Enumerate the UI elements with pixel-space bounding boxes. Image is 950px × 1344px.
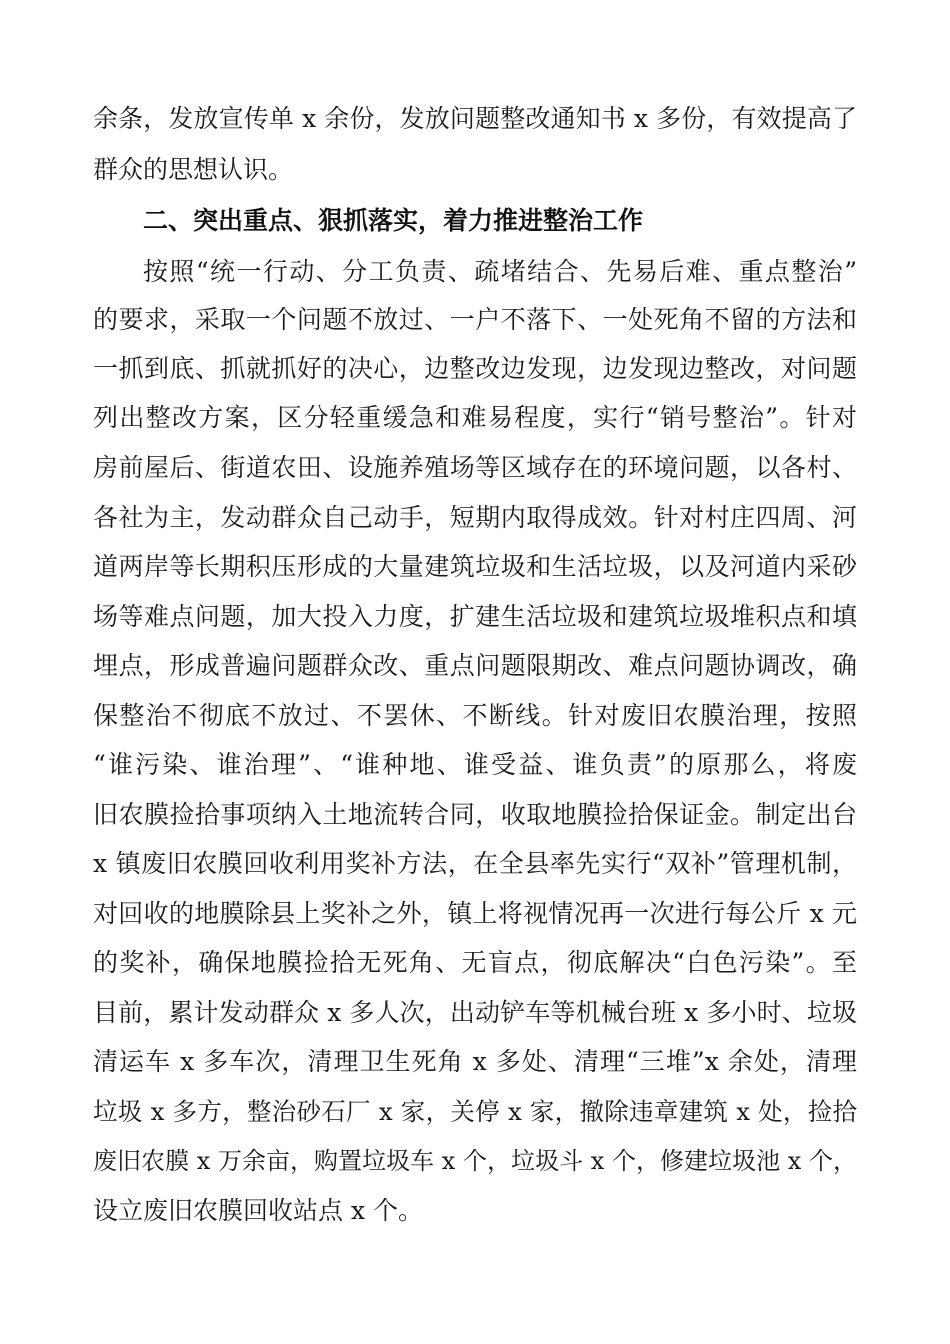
paragraph-line: 目前，累计发动群众 x 多人次，出动铲车等机械台班 x 多小时、垃圾 (93, 998, 857, 1027)
paragraph-line: 按照“统一行动、分工负责、疏堵结合、先易后难、重点整治” (143, 257, 857, 286)
paragraph-line: 清运车 x 多车次，清理卫生死角 x 多处、清理“三堆”x 余处，清理 (93, 1047, 857, 1076)
paragraph-line: “谁污染、谁治理”、“谁种地、谁受益、谁负责”的原那么，将废 (93, 750, 857, 779)
paragraph-line: 废旧农膜 x 万余亩，购置垃圾车 x 个，垃圾斗 x 个，修建垃圾池 x 个， (93, 1147, 857, 1175)
paragraph-line: 各社为主，发动群众自己动手，短期内取得成效。针对村庄四周、河 (93, 503, 857, 532)
paragraph-line: 的奖补，确保地膜捡拾无死角、无盲点，彻底解决“白色污染”。至 (93, 948, 857, 977)
intro-line: 余条，发放宣传单 x 余份，发放问题整改通知书 x 多份，有效提高了 (93, 104, 857, 133)
paragraph-line: 保整治不彻底不放过、不罢休、不断线。针对废旧农膜治理，按照 (93, 701, 857, 730)
paragraph-line: 道两岸等长期积压形成的大量建筑垃圾和生活垃圾，以及河道内采砂 (93, 552, 857, 581)
section-heading: 二、突出重点、狠抓落实，着力推进整治工作 (143, 206, 644, 235)
paragraph-line: x 镇废旧农膜回收利用奖补方法，在全县率先实行“双补”管理机制， (93, 849, 857, 878)
paragraph-line: 垃圾 x 多方，整治砂石厂 x 家，关停 x 家，撤除违章建筑 x 处，捡拾 (93, 1097, 857, 1126)
paragraph-line: 一抓到底、抓就抓好的决心，边整改边发现，边发现边整改，对问题 (93, 354, 857, 383)
paragraph-line: 旧农膜捡拾事项纳入土地流转合同，收取地膜捡拾保证金。制定出台 (93, 800, 857, 829)
paragraph-line: 列出整改方案，区分轻重缓急和难易程度，实行“销号整治”。针对 (93, 403, 857, 432)
paragraph-line: 设立废旧农膜回收站点 x 个。 (93, 1196, 423, 1225)
paragraph-line: 房前屋后、街道农田、设施养殖场等区域存在的环境问题，以各村、 (93, 453, 857, 482)
paragraph-line: 场等难点问题，加大投入力度，扩建生活垃圾和建筑垃圾堆积点和填 (93, 602, 857, 631)
paragraph-line: 埋点，形成普遍问题群众改、重点问题限期改、难点问题协调改，确 (93, 651, 857, 680)
intro-line: 群众的思想认识。 (93, 155, 294, 184)
paragraph-line: 的要求，采取一个问题不放过、一户不落下、一处死角不留的方法和 (93, 305, 857, 334)
paragraph-line: 对回收的地膜除县上奖补之外，镇上将视情况再一次进行每公斤 x 元 (93, 899, 857, 928)
